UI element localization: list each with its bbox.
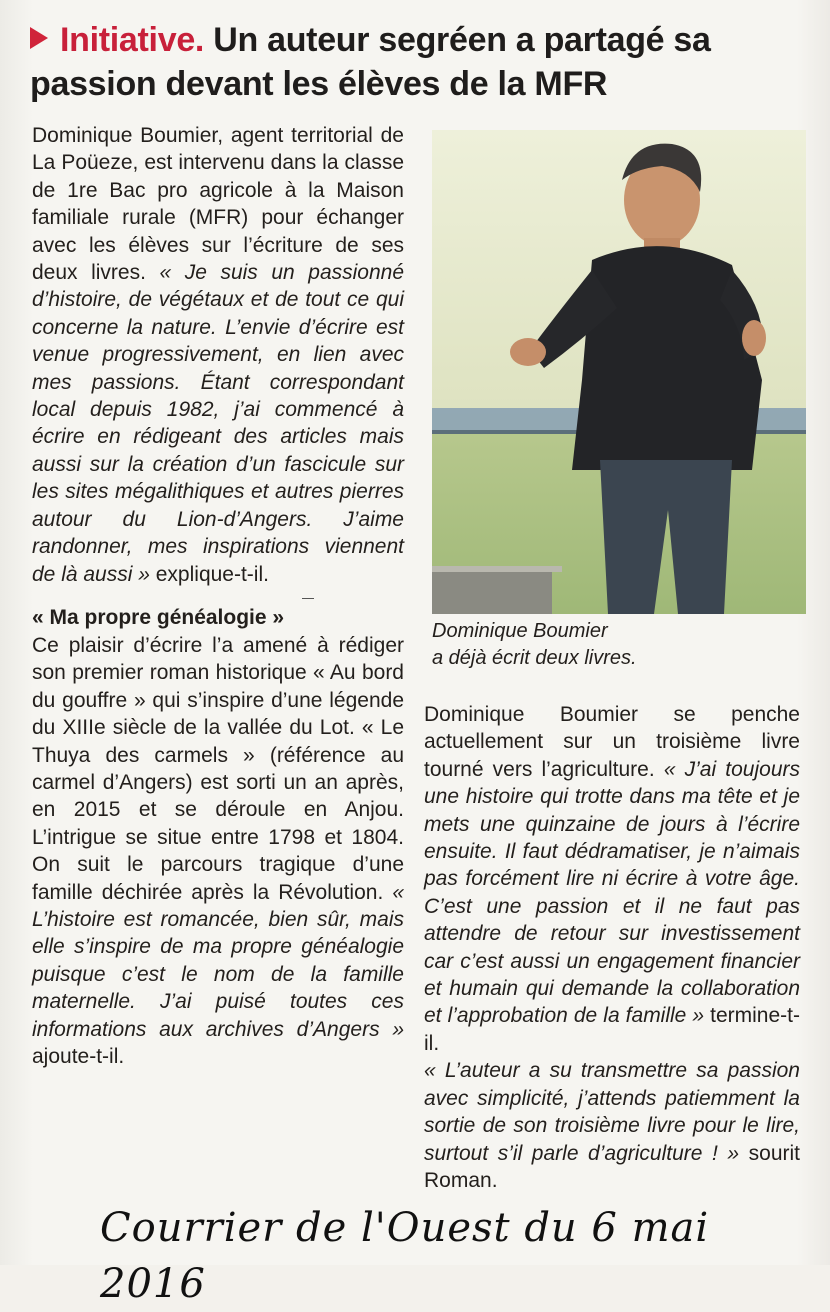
left-column	[32, 122, 404, 1070]
article-headline	[30, 18, 810, 106]
third-book-attribution: termine-t-il.	[424, 1004, 800, 1055]
red-arrow-icon	[30, 27, 48, 49]
genealogy-attribution: ajoute-t-il.	[32, 1045, 125, 1068]
photo-caption	[432, 618, 812, 672]
intro-quote: « Je suis un passionné d’histoire, de végétaux et de tout ce qui concerne la nature. L’envie d’écrire est venue progressivement, en lien avec mes passions. Étant correspondant local depuis 1982, j’ai commencé à écrire en rédigeant des articles mais aussi sur la création d’un fascicule sur les sites mégalithiques et autres pierres autour du Lion-d’Angers. J’aime randonner, mes inspirations viennent de là aussi »	[32, 261, 404, 586]
headline-text: Un auteur segréen a partagé sa passion devant les élèves de la MFR	[30, 21, 711, 103]
intro-attribution: explique-t-il.	[149, 562, 269, 586]
subheading: « Ma propre généalogie »	[32, 605, 285, 629]
student-attribution: sourit Roman.	[424, 1141, 800, 1192]
genealogy-quote: « L’histoire est romancée, bien sûr, mais elle s’inspire de ma propre généalogie puisque c’est le nom de la famille maternelle. J’ai puisé toutes ces informations aux archives d’Angers »	[32, 880, 404, 1041]
caption-line-2: a déjà écrit deux livres.	[432, 647, 637, 669]
right-column	[424, 701, 800, 1194]
headline-kicker: Initiative.	[60, 21, 205, 59]
section-separator	[32, 588, 404, 604]
paragraph-genealogy	[32, 632, 404, 1071]
paragraph-student	[424, 1057, 800, 1194]
handwritten-source-note: Courrier de l'Ouest du 6 mai 2016	[100, 1205, 710, 1307]
genealogy-text: Ce plaisir d’écrire l’a amené à rédiger son premier roman historique « Au bord du gouffre » qui s’inspire d’une légende du XIIIe siècle de la vallée du Lot. « Le Thuya des carmels » (référence au carmel d’Angers) est sorti un an après, en 2015 et se déroule en Anjou. L’intrigue se situe entre 1798 et 1804. On suit le parcours tragique d’une famille déchirée après la Révolution.	[32, 633, 404, 904]
speaker-photo-illustration	[432, 130, 806, 614]
caption-line-1: Dominique Boumier	[432, 620, 608, 642]
intro-text: Dominique Boumier, agent territorial de La Poüeze, est intervenu dans la classe de 1re Bac pro agricole à la Maison familiale rurale (MFR) pour échanger avec les élèves sur l’écriture de ses deux livres.	[32, 124, 404, 285]
third-book-text: Dominique Boumier se penche actuellement sur un troisième livre tourné vers l’agriculture.	[424, 703, 800, 781]
paragraph-intro	[32, 122, 404, 588]
article-photo	[432, 130, 806, 614]
third-book-quote: « J’ai toujours une histoire qui trotte dans ma tête et je mets une quinzaine de jours à l’écrire ensuite. Il faut dédramatiser, je n’aimais pas forcément lire ni écrire à votre âge. C’est une passion et il ne faut pas attendre de retour sur investissement car c’est aussi un engagement financier et humain qui demande la collaboration et l’approbation de la famille »	[424, 757, 800, 1028]
student-quote: « L’auteur a su transmettre sa passion avec simplicité, j’attends patiemment la sortie de son troisième livre pour le lire, surtout s’il parle d’agriculture ! »	[424, 1059, 800, 1165]
paragraph-third-book	[424, 701, 800, 1057]
